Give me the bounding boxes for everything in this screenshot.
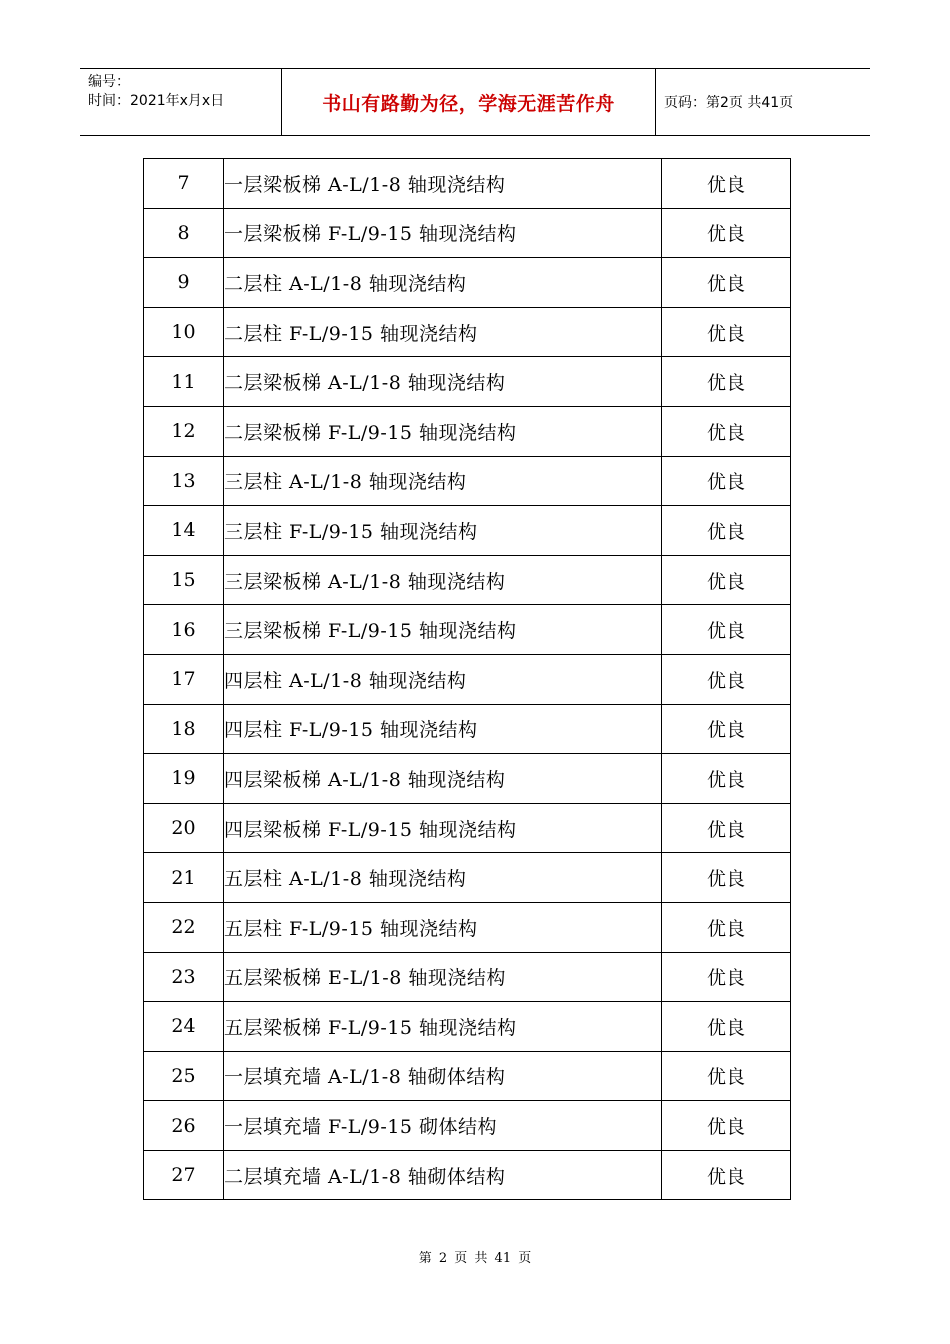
row-item: 三层柱 A-L/1-8 轴现浇结构 xyxy=(224,456,662,506)
row-number: 8 xyxy=(144,208,224,258)
row-rating: 优良 xyxy=(662,357,791,407)
row-item: 四层柱 F-L/9-15 轴现浇结构 xyxy=(224,704,662,754)
row-number: 11 xyxy=(144,357,224,407)
row-item: 二层填充墙 A-L/1-8 轴砌体结构 xyxy=(224,1150,662,1200)
row-rating: 优良 xyxy=(662,159,791,209)
row-item: 四层柱 A-L/1-8 轴现浇结构 xyxy=(224,654,662,704)
row-rating: 优良 xyxy=(662,704,791,754)
header-page-info-cell xyxy=(656,69,870,135)
row-item: 四层梁板梯 A-L/1-8 轴现浇结构 xyxy=(224,754,662,804)
row-number: 10 xyxy=(144,307,224,357)
row-number: 15 xyxy=(144,555,224,605)
row-number: 9 xyxy=(144,258,224,308)
row-number: 7 xyxy=(144,159,224,209)
code-label: 编号： xyxy=(88,74,130,90)
row-number: 16 xyxy=(144,605,224,655)
row-item: 二层梁板梯 F-L/9-15 轴现浇结构 xyxy=(224,406,662,456)
row-rating: 优良 xyxy=(662,506,791,556)
row-rating: 优良 xyxy=(662,1051,791,1101)
header-motto-cell xyxy=(282,69,656,135)
row-rating: 优良 xyxy=(662,853,791,903)
table-row xyxy=(144,555,791,605)
row-item: 二层柱 A-L/1-8 轴现浇结构 xyxy=(224,258,662,308)
table-row xyxy=(144,1150,791,1200)
table-row xyxy=(144,853,791,903)
row-number: 14 xyxy=(144,506,224,556)
inspection-table xyxy=(143,158,791,1200)
table-row xyxy=(144,159,791,209)
row-number: 25 xyxy=(144,1051,224,1101)
row-number: 26 xyxy=(144,1101,224,1151)
table-row xyxy=(144,1051,791,1101)
row-rating: 优良 xyxy=(662,555,791,605)
row-rating: 优良 xyxy=(662,307,791,357)
header-motto: 书山有路勤为径，学海无涯苦作舟 xyxy=(322,92,615,115)
row-number: 23 xyxy=(144,952,224,1002)
table-row xyxy=(144,506,791,556)
row-number: 24 xyxy=(144,1002,224,1052)
row-rating: 优良 xyxy=(662,803,791,853)
table-row xyxy=(144,456,791,506)
row-item: 五层柱 F-L/9-15 轴现浇结构 xyxy=(224,902,662,952)
row-rating: 优良 xyxy=(662,952,791,1002)
header-meta xyxy=(80,69,282,135)
table-row xyxy=(144,754,791,804)
row-rating: 优良 xyxy=(662,1101,791,1151)
row-rating: 优良 xyxy=(662,654,791,704)
row-item: 一层填充墙 A-L/1-8 轴砌体结构 xyxy=(224,1051,662,1101)
row-rating: 优良 xyxy=(662,1002,791,1052)
table-row xyxy=(144,1002,791,1052)
table-row xyxy=(144,406,791,456)
row-item: 三层梁板梯 A-L/1-8 轴现浇结构 xyxy=(224,555,662,605)
time-label: 时间：2021年x月x日 xyxy=(88,93,225,109)
row-number: 18 xyxy=(144,704,224,754)
row-number: 21 xyxy=(144,853,224,903)
page-header xyxy=(80,68,870,136)
table-row xyxy=(144,208,791,258)
row-item: 一层梁板梯 F-L/9-15 轴现浇结构 xyxy=(224,208,662,258)
row-number: 20 xyxy=(144,803,224,853)
row-rating: 优良 xyxy=(662,605,791,655)
row-number: 13 xyxy=(144,456,224,506)
row-item: 五层柱 A-L/1-8 轴现浇结构 xyxy=(224,853,662,903)
table-row xyxy=(144,258,791,308)
row-item: 五层梁板梯 E-L/1-8 轴现浇结构 xyxy=(224,952,662,1002)
row-item: 一层梁板梯 A-L/1-8 轴现浇结构 xyxy=(224,159,662,209)
row-rating: 优良 xyxy=(662,754,791,804)
inspection-table-body xyxy=(144,159,791,1200)
row-rating: 优良 xyxy=(662,406,791,456)
table-row xyxy=(144,803,791,853)
row-item: 三层梁板梯 F-L/9-15 轴现浇结构 xyxy=(224,605,662,655)
header-page-info: 页码：第2页 共41页 xyxy=(664,95,794,111)
row-number: 12 xyxy=(144,406,224,456)
page-footer: 第 2 页 共 41 页 xyxy=(418,1251,532,1266)
row-rating: 优良 xyxy=(662,208,791,258)
table-row xyxy=(144,704,791,754)
row-item: 一层填充墙 F-L/9-15 砌体结构 xyxy=(224,1101,662,1151)
table-row xyxy=(144,654,791,704)
row-rating: 优良 xyxy=(662,456,791,506)
row-item: 四层梁板梯 F-L/9-15 轴现浇结构 xyxy=(224,803,662,853)
table-row xyxy=(144,902,791,952)
row-number: 27 xyxy=(144,1150,224,1200)
row-number: 22 xyxy=(144,902,224,952)
table-row xyxy=(144,357,791,407)
table-row xyxy=(144,605,791,655)
table-row xyxy=(144,307,791,357)
row-rating: 优良 xyxy=(662,1150,791,1200)
row-rating: 优良 xyxy=(662,258,791,308)
row-rating: 优良 xyxy=(662,902,791,952)
row-number: 19 xyxy=(144,754,224,804)
row-item: 二层梁板梯 A-L/1-8 轴现浇结构 xyxy=(224,357,662,407)
row-item: 二层柱 F-L/9-15 轴现浇结构 xyxy=(224,307,662,357)
row-item: 三层柱 F-L/9-15 轴现浇结构 xyxy=(224,506,662,556)
table-row xyxy=(144,952,791,1002)
row-number: 17 xyxy=(144,654,224,704)
table-row xyxy=(144,1101,791,1151)
row-item: 五层梁板梯 F-L/9-15 轴现浇结构 xyxy=(224,1002,662,1052)
